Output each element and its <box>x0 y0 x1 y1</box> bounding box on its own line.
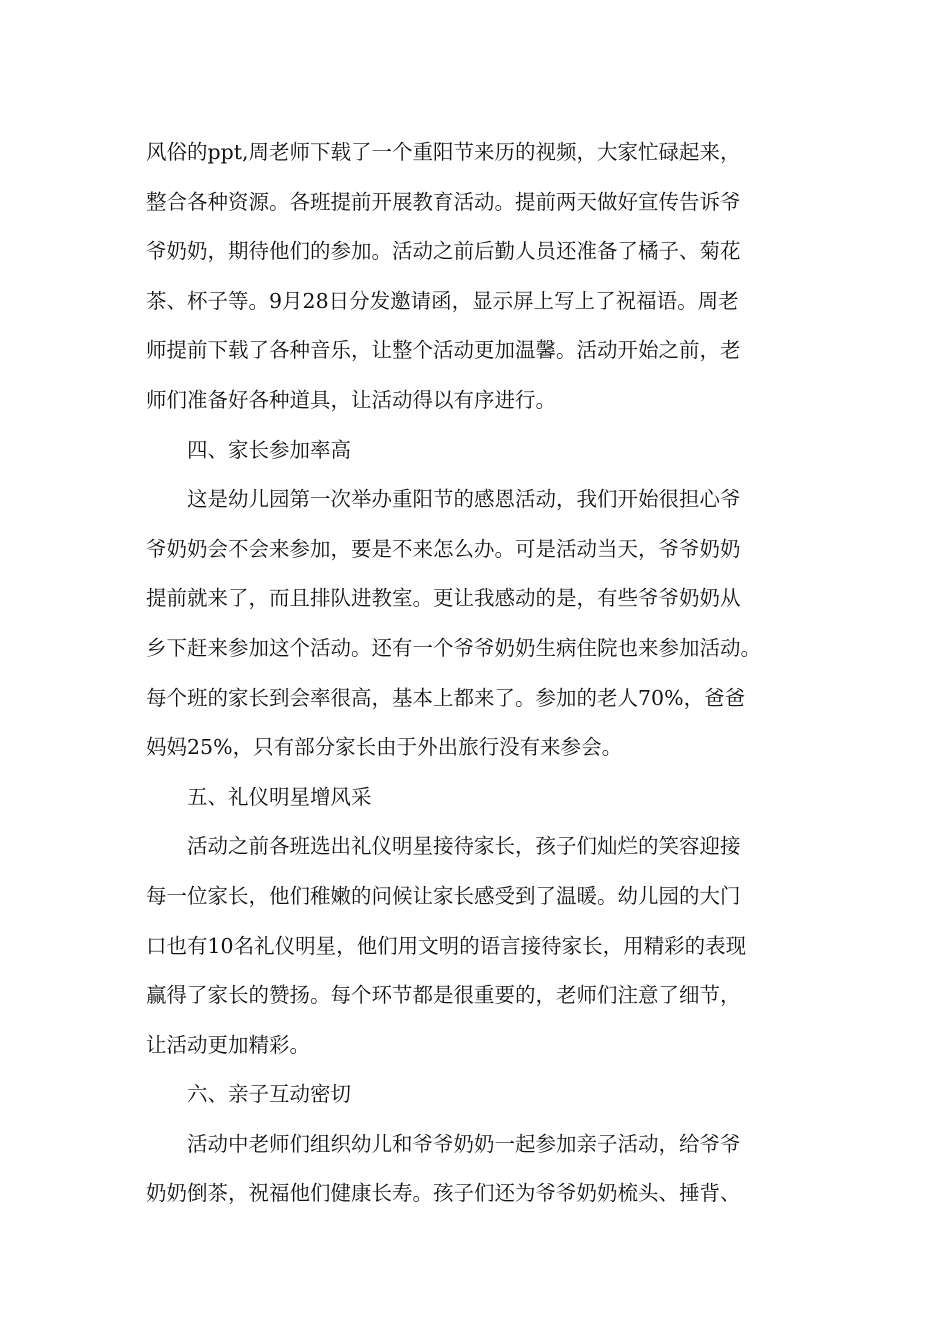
text-line: 茶、杯子等。9月28日分发邀请函，显示屏上写上了祝福语。周老 <box>146 288 739 313</box>
text-line: 妈妈25%，只有部分家长由于外出旅行没有来参会。 <box>146 735 623 760</box>
text-line: 让活动更加精彩。 <box>146 1032 310 1057</box>
text-line: 口也有10名礼仪明星，他们用文明的语言接待家长，用精彩的表现 <box>146 933 747 958</box>
text-line: 师们准备好各种道具，让活动得以有序进行。 <box>146 387 556 412</box>
text-line: 乡下赶来参加这个活动。还有一个爷爷奶奶生病住院也来参加活动。 <box>146 635 761 660</box>
text-line: 爷奶奶，期待他们的参加。活动之前后勤人员还准备了橘子、菊花 <box>146 239 741 264</box>
text-line: 六、亲子互动密切 <box>187 1082 351 1107</box>
text-line: 这是幼儿园第一次举办重阳节的感恩活动，我们开始很担心爷 <box>187 487 741 512</box>
text-line: 师提前下载了各种音乐，让整个活动更加温馨。活动开始之前，老 <box>146 338 741 363</box>
document-page <box>146 128 836 1219</box>
text-line: 每一位家长，他们稚嫩的问候让家长感受到了温暖。幼儿园的大门 <box>146 883 741 908</box>
text-line: 赢得了家长的赞扬。每个环节都是很重要的，老师们注意了细节， <box>146 983 741 1008</box>
text-line: 四、家长参加率高 <box>187 437 351 462</box>
body-paragraph <box>146 128 836 426</box>
text-line: 活动中老师们组织幼儿和爷爷奶奶一起参加亲子活动，给爷爷 <box>187 1131 741 1156</box>
body-paragraph <box>146 1120 836 1219</box>
text-line: 爷奶奶会不会来参加，要是不来怎么办。可是活动当天，爷爷奶奶 <box>146 536 741 561</box>
section-heading <box>146 1070 836 1120</box>
text-line: 整合各种资源。各班提前开展教育活动。提前两天做好宣传告诉爷 <box>146 189 741 214</box>
text-line: 活动之前各班选出礼仪明星接待家长，孩子们灿烂的笑容迎接 <box>187 834 741 859</box>
text-line: 每个班的家长到会率很高，基本上都来了。参加的老人70%，爸爸 <box>146 685 746 710</box>
text-line: 奶奶倒茶，祝福他们健康长寿。孩子们还为爷爷奶奶梳头、捶背、 <box>146 1181 741 1206</box>
text-line: 风俗的ppt,周老师下载了一个重阳节来历的视频，大家忙碌起来， <box>146 140 741 164</box>
text-line: 五、礼仪明星增风采 <box>187 784 372 809</box>
body-paragraph <box>146 822 836 1070</box>
section-heading <box>146 426 836 476</box>
text-line: 提前就来了，而且排队进教室。更让我感动的是，有些爷爷奶奶从 <box>146 586 741 611</box>
body-paragraph <box>146 475 836 773</box>
section-heading <box>146 773 836 823</box>
